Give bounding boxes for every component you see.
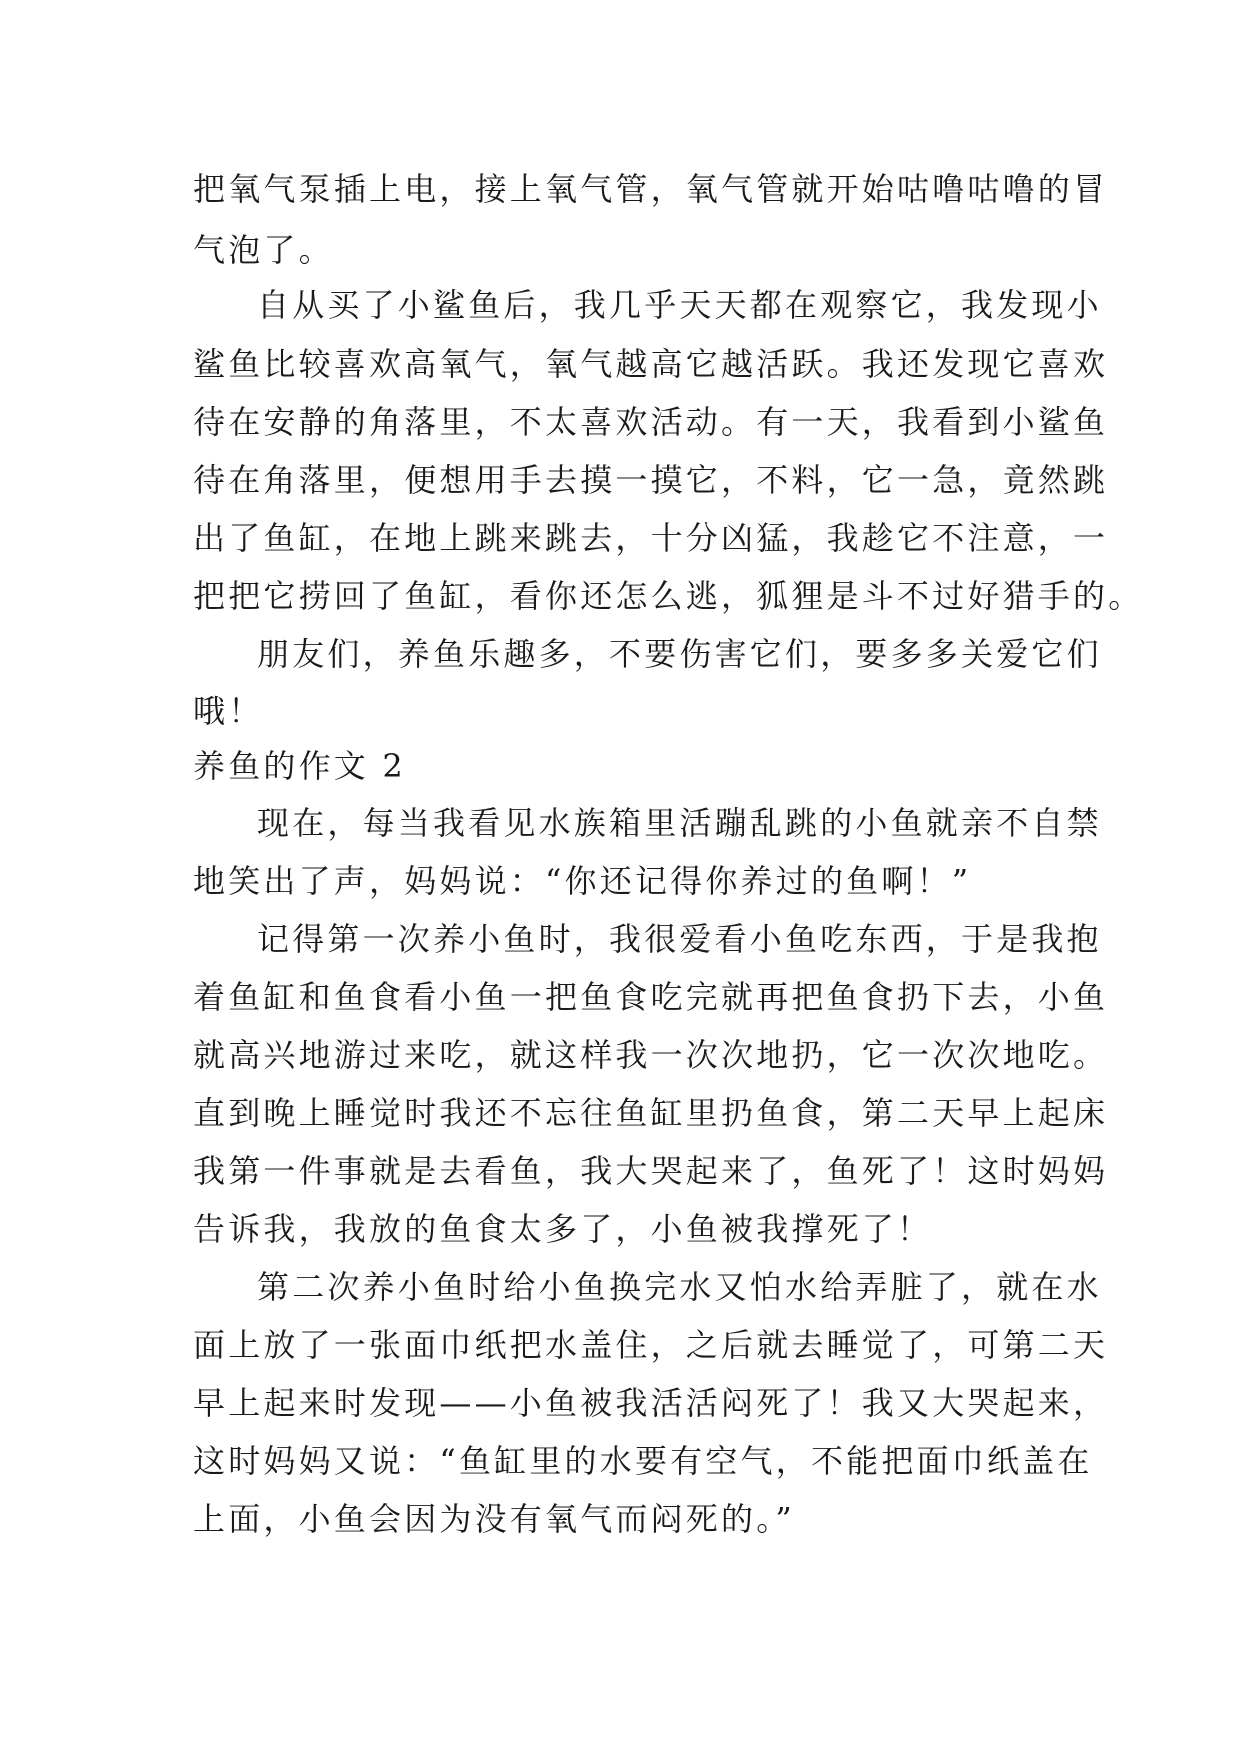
text-line: 着鱼缸和鱼食看小鱼一把鱼食吃完就再把鱼食扔下去，小鱼 xyxy=(193,978,1109,1016)
text-line: 我第一件事就是去看鱼，我大哭起来了，鱼死了！这时妈妈 xyxy=(193,1152,1109,1190)
text-line: 直到晚上睡觉时我还不忘往鱼缸里扔鱼食，第二天早上起床 xyxy=(193,1094,1109,1132)
text-line: 这时妈妈又说：“鱼缸里的水要有空气，不能把面巾纸盖在 xyxy=(193,1442,1093,1480)
text-line: 上面，小鱼会因为没有氧气而闷死的。” xyxy=(193,1500,795,1538)
text-line: 待在角落里，便想用手去摸一摸它，不料，它一急，竟然跳 xyxy=(193,461,1109,499)
text-line: 地笑出了声，妈妈说：“你还记得你养过的鱼啊！” xyxy=(193,862,972,900)
text-line: 哦！ xyxy=(193,692,264,730)
paragraph-start-line: 记得第一次养小鱼时，我很爱看小鱼吃东西，于是我抱 xyxy=(257,920,1102,958)
text-line: 待在安静的角落里，不太喜欢活动。有一天，我看到小鲨鱼 xyxy=(193,403,1109,441)
text-line: 把把它捞回了鱼缸，看你还怎么逃，狐狸是斗不过好猎手的。 xyxy=(193,577,1144,615)
text-line: 气泡了。 xyxy=(193,231,334,269)
text-line: 面上放了一张面巾纸把水盖住，之后就去睡觉了，可第二天 xyxy=(193,1326,1109,1364)
text-line: 就高兴地游过来吃，就这样我一次次地扔，它一次次地吃。 xyxy=(193,1036,1109,1074)
text-line: 出了鱼缸，在地上跳来跳去，十分凶猛，我趁它不注意，一 xyxy=(193,519,1109,557)
text-line: 鲨鱼比较喜欢高氧气，氧气越高它越活跃。我还发现它喜欢 xyxy=(193,345,1109,383)
paragraph-start-line: 第二次养小鱼时给小鱼换完水又怕水给弄脏了，就在水 xyxy=(257,1268,1102,1306)
section-heading: 养鱼的作文 2 xyxy=(193,747,406,785)
paragraph-start-line: 自从买了小鲨鱼后，我几乎天天都在观察它，我发现小 xyxy=(257,286,1102,324)
text-line: 告诉我，我放的鱼食太多了，小鱼被我撑死了！ xyxy=(193,1210,933,1248)
paragraph-start-line: 朋友们，养鱼乐趣多，不要伤害它们，要多多关爱它们 xyxy=(257,635,1102,673)
text-line: 早上起来时发现——小鱼被我活活闷死了！我又大哭起来， xyxy=(193,1384,1109,1422)
paragraph-start-line: 现在，每当我看见水族箱里活蹦乱跳的小鱼就亲不自禁 xyxy=(257,804,1102,842)
text-line: 把氧气泵插上电，接上氧气管，氧气管就开始咕噜咕噜的冒 xyxy=(193,170,1109,208)
